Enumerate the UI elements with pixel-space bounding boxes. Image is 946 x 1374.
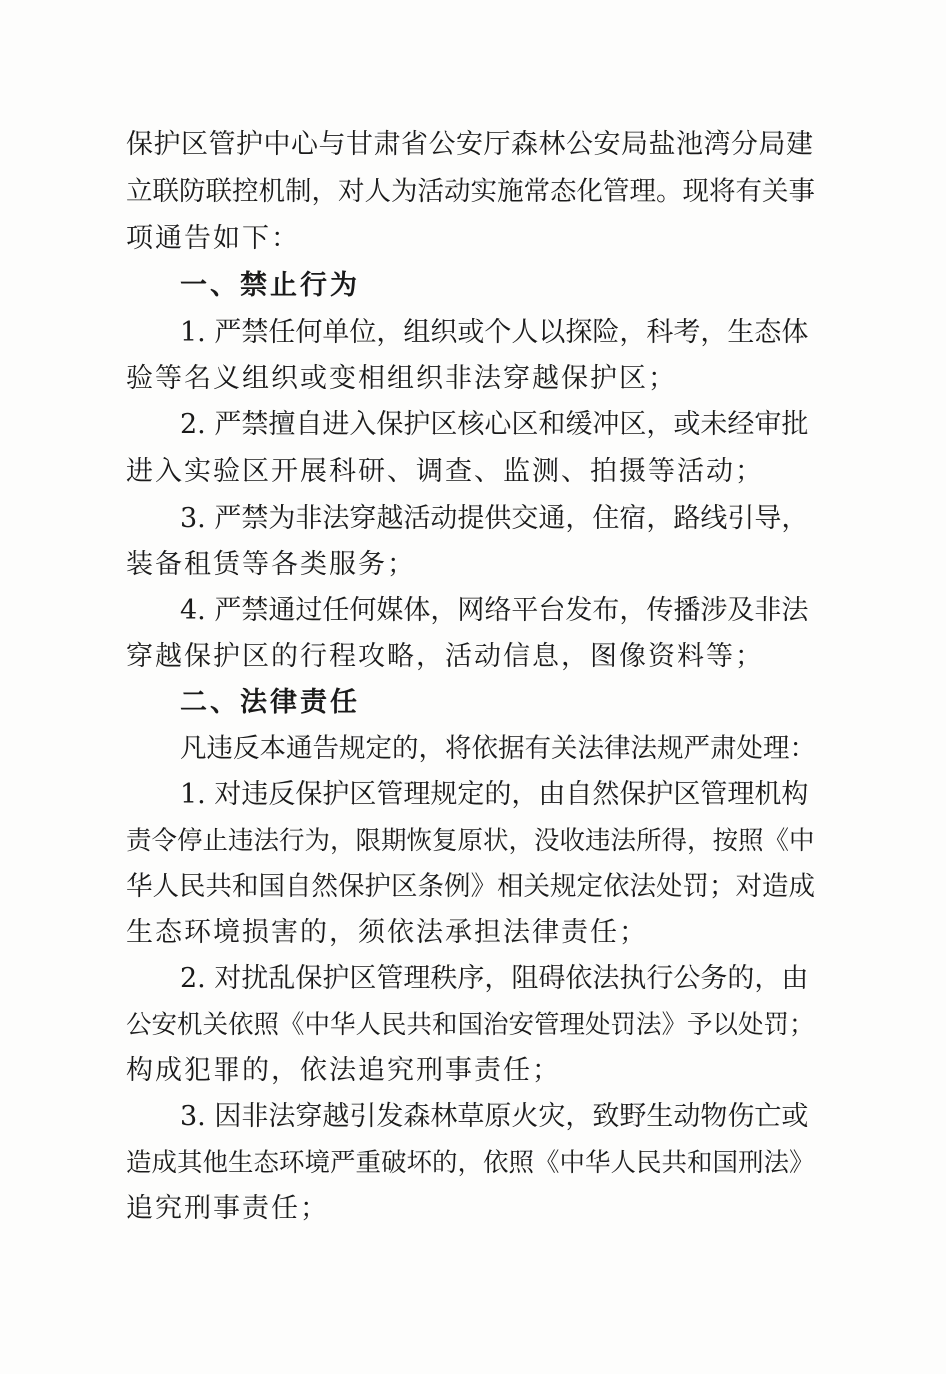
legal-item-1-line-2: 责令停止违法行为，限期恢复原状，没收违法所得，按照《中 bbox=[126, 826, 815, 856]
legal-item-3-line-2: 造成其他生态环境严重破坏的，依照《中华人民共和国刑法》 bbox=[126, 1148, 815, 1178]
legal-item-2-line-2: 公安机关依照《中华人民共和国治安管理处罚法》予以处罚； bbox=[126, 1010, 815, 1040]
legal-item-2-line-1: 2. 对扰乱保护区管理秩序，阻碍依法执行公务的，由 bbox=[180, 963, 809, 994]
legal-item-2-line-3: 构成犯罪的，依法追究刑事责任； bbox=[126, 1055, 561, 1086]
intro-line-3: 项通告如下： bbox=[126, 223, 300, 254]
prohibited-item-2-line-2: 进入实验区开展科研、调查、监测、拍摄等活动； bbox=[126, 456, 764, 487]
section-heading-prohibited: 一、禁止行为 bbox=[180, 270, 360, 301]
prohibited-item-4-line-1: 4. 严禁通过任何媒体，网络平台发布，传播涉及非法 bbox=[180, 595, 809, 626]
prohibited-item-1-line-1: 1. 严禁任何单位，组织或个人以探险，科考，生态体 bbox=[180, 317, 809, 348]
legal-item-1-line-4: 生态环境损害的，须依法承担法律责任； bbox=[126, 917, 648, 948]
prohibited-item-1-line-2: 验等名义组织或变相组织非法穿越保护区； bbox=[126, 363, 677, 394]
legal-lead: 凡违反本通告规定的，将依据有关法律法规严肃处理： bbox=[180, 733, 816, 764]
intro-line-1: 保护区管护中心与甘肃省公安厅森林公安局盐池湾分局建 bbox=[126, 129, 814, 160]
prohibited-item-2-line-1: 2. 严禁擅自进入保护区核心区和缓冲区，或未经审批 bbox=[180, 409, 809, 440]
section-heading-legal-liability: 二、法律责任 bbox=[180, 687, 360, 718]
legal-item-3-line-3: 追究刑事责任； bbox=[126, 1193, 329, 1224]
prohibited-item-3-line-2: 装备租赁等各类服务； bbox=[126, 549, 416, 580]
legal-item-1-line-1: 1. 对违反保护区管理规定的，由自然保护区管理机构 bbox=[180, 779, 809, 810]
legal-item-3-line-1: 3. 因非法穿越引发森林草原火灾，致野生动物伤亡或 bbox=[180, 1101, 809, 1132]
prohibited-item-4-line-2: 穿越保护区的行程攻略，活动信息，图像资料等； bbox=[126, 641, 764, 672]
prohibited-item-3-line-1: 3. 严禁为非法穿越活动提供交通，住宿，路线引导， bbox=[180, 503, 809, 534]
legal-item-1-line-3: 华人民共和国自然保护区条例》相关规定依法处罚；对造成 bbox=[126, 871, 815, 902]
intro-line-2: 立联防联控机制，对人为活动实施常态化管理。现将有关事 bbox=[126, 176, 815, 207]
